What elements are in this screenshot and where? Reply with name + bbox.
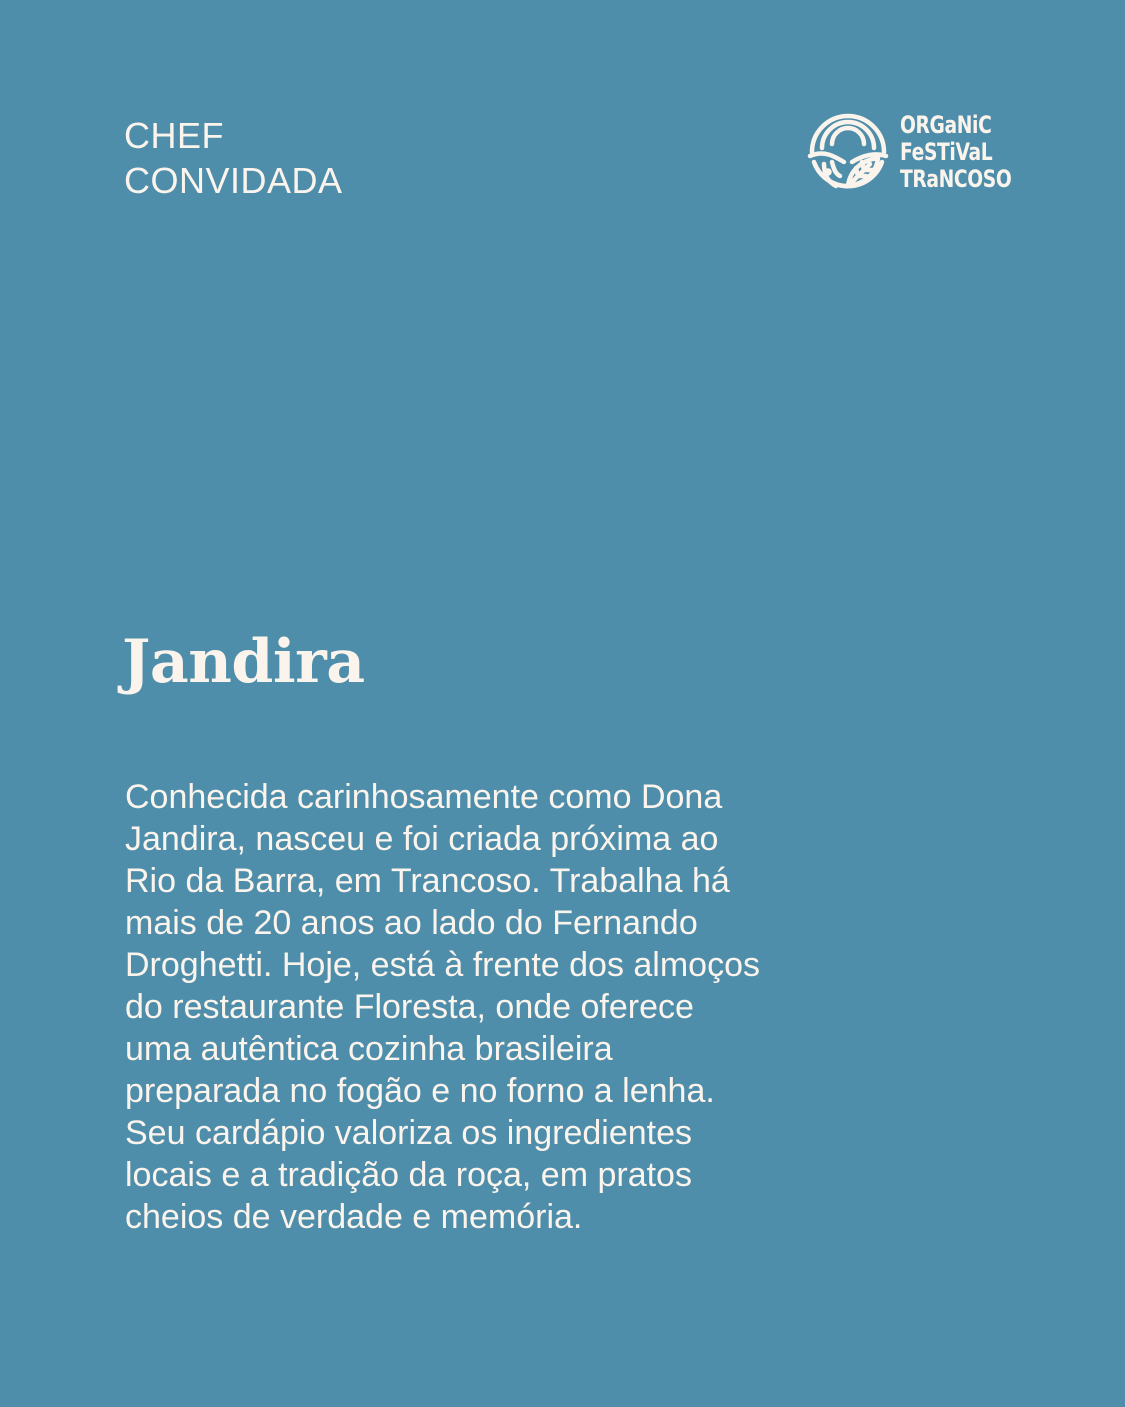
chef-bio: Conhecida carinhosamente como Dona Jandira, nasceu e foi criada próxima ao Rio da Barra, em Trancoso. Trabalha há mais de 20 anos ao lado do Fernando Droghetti. Hoje, está à frente dos almoços do restaurante Floresta, onde oferece uma autêntica cozinha brasileira preparada no fogão e no forno a lenha. Seu cardápio valoriza os ingredientes locais e a tradição da roça, em pratos cheios de verdade e memória. <box>125 778 760 1236</box>
logo-line2: FeSTiVaL <box>900 138 993 166</box>
organic-festival-wordmark <box>900 112 1010 193</box>
section-label-line2: CONVIDADA <box>124 160 343 201</box>
logo-line1: ORGaNiC <box>900 111 992 139</box>
organic-festival-emblem-icon <box>806 112 890 196</box>
logo-line3: TRaNCOSO <box>900 165 1012 193</box>
organic-festival-logo <box>806 110 1012 198</box>
section-label <box>124 113 343 203</box>
section-label-line1: CHEF <box>124 115 224 156</box>
chef-name: Jandira <box>122 627 365 697</box>
